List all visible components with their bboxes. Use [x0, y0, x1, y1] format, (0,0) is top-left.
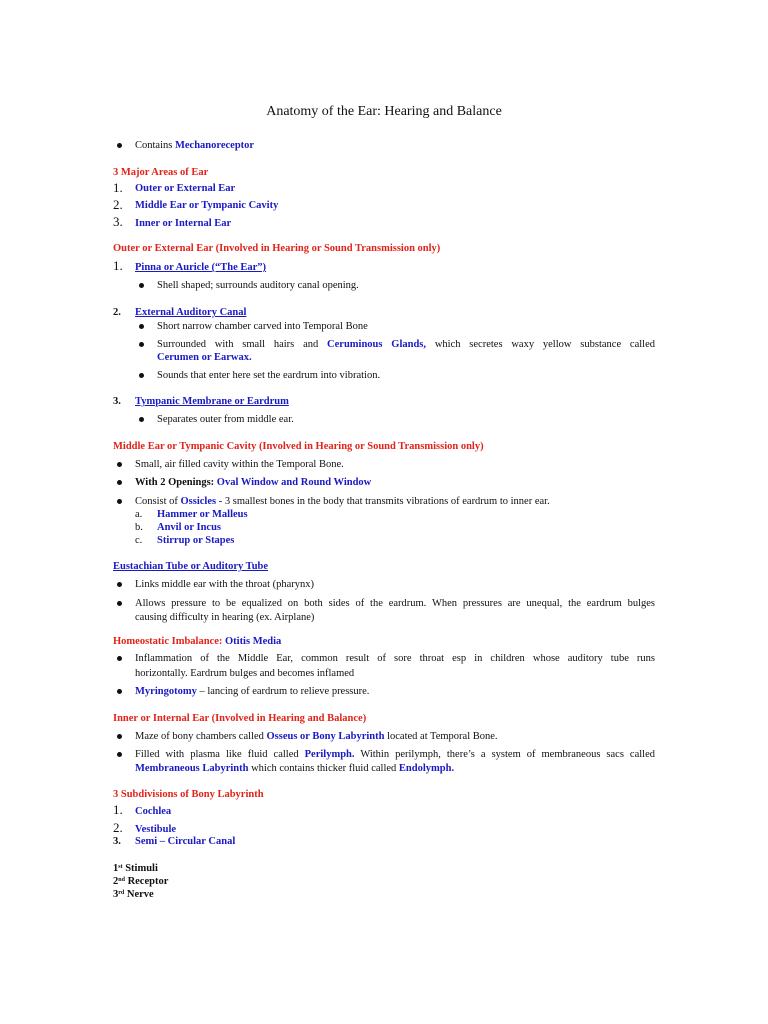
imbalance-heading	[113, 635, 281, 648]
section-heading-middle: Middle Ear or Tympanic Cavity (Involved in Hearing or Sound Transmission only)	[113, 441, 484, 452]
perilymph-term: Perilymph.	[304, 749, 355, 760]
subdivision-item: Vestibule	[135, 824, 177, 835]
bullet-icon	[139, 417, 144, 422]
eustachian-bullet-2: Allows pressure to be equalized on both sides of the eardrum. When pressures are unequal, the eardrum bulges	[135, 598, 655, 609]
ossicle-item: Hammer or Malleus	[157, 509, 248, 520]
eustachian-bullet-2-cont: causing difficulty in hearing (ex. Airplane)	[135, 612, 315, 623]
eustachian-bullet-1: Links middle ear with the throat (pharynx)	[135, 579, 315, 590]
text: With 2 Openings:	[135, 477, 217, 488]
list-number: 1.	[113, 180, 123, 195]
section-heading-outer: Outer or External Ear (Involved in Hearing or Sound Transmission only)	[113, 243, 441, 254]
list-letter: b.	[135, 522, 143, 533]
middle-bullet-2	[135, 476, 371, 489]
tympanic-title: Tympanic Membrane or Eardrum	[135, 396, 289, 407]
list-number: 3.	[113, 396, 121, 407]
middle-bullet-3	[135, 495, 550, 508]
ordinal-suffix: rd	[118, 890, 125, 896]
canal-bullet-2	[157, 338, 655, 351]
imbalance-bullet-2	[135, 685, 369, 698]
list-number: 1.	[113, 258, 123, 273]
text: which contains thicker fluid called	[248, 763, 399, 774]
text: 2	[113, 876, 119, 887]
intro-term: Mechanoreceptor	[174, 140, 255, 151]
text: Within perilymph, there’s a system of membraneous sacs called	[354, 749, 655, 760]
bullet-icon	[117, 582, 122, 587]
text: – lancing of eardrum to relieve pressure.	[196, 686, 370, 697]
membraneous-term: Membraneous Labyrinth	[135, 763, 249, 774]
middle-bullet-1: Small, air filled cavity within the Temporal Bone.	[135, 459, 344, 470]
ordinal-suffix: nd	[118, 877, 125, 883]
inner-bullet-2	[135, 748, 655, 761]
ceruminous-term: Ceruminous Glands,	[327, 339, 427, 350]
otitis-term: Otitis Media	[224, 636, 282, 647]
canal-title: External Auditory Canal	[135, 307, 247, 318]
text: Homeostatic Imbalance:	[113, 636, 225, 647]
pinna-title: Pinna or Auricle (“The Ear”)	[135, 262, 267, 273]
text: 1	[113, 863, 119, 874]
bullet-icon	[117, 480, 122, 485]
bullet-icon	[139, 324, 144, 329]
imbalance-bullet-1: Inflammation of the Middle Ear, common result of sore throat esp in children whose auditory tube runs	[135, 653, 655, 664]
area-item-2: Middle Ear or Tympanic Cavity	[135, 200, 279, 211]
bullet-icon	[117, 499, 122, 504]
bullet-icon	[117, 601, 122, 606]
inner-bullet-2-cont	[135, 762, 454, 775]
subdivision-item: Semi – Circular Canal	[135, 836, 236, 847]
text: which secretes waxy yellow substance called	[426, 339, 655, 350]
bullet-icon	[117, 752, 122, 757]
section-heading-subdivisions: 3 Subdivisions of Bony Labyrinth	[113, 789, 264, 800]
area-item-3: Inner or Internal Ear	[135, 218, 232, 229]
text: Receptor	[124, 876, 169, 887]
imbalance-bullet-1-cont: horizontally. Eardrum bulges and becomes inflamed	[135, 668, 355, 679]
text: 3	[113, 889, 119, 900]
bullet-icon	[139, 283, 144, 288]
order-item	[113, 875, 168, 888]
list-number: 2.	[113, 820, 123, 835]
list-number: 3.	[113, 836, 121, 847]
text: - 3 smallest bones in the body that transmits vibrations of eardrum to inner ear.	[216, 496, 550, 507]
openings-term: Oval Window and Round Window	[216, 477, 372, 488]
list-number: 1.	[113, 802, 123, 817]
eustachian-title: Eustachian Tube or Auditory Tube	[113, 561, 269, 572]
inner-bullet-1	[135, 730, 498, 743]
canal-bullet-1: Short narrow chamber carved into Temporal Bone	[157, 321, 368, 332]
canal-bullet-3: Sounds that enter here set the eardrum into vibration.	[157, 370, 381, 381]
text: Consist of	[135, 496, 181, 507]
myringotomy-term: Myringotomy	[135, 686, 197, 697]
text: Stimuli	[122, 863, 158, 874]
intro-line	[135, 139, 254, 152]
text: Filled with plasma like fluid called	[135, 749, 305, 760]
list-number: 3.	[113, 214, 123, 229]
order-item	[113, 888, 154, 901]
ossicles-term: Ossicles	[180, 496, 217, 507]
endolymph-term: Endolymph.	[398, 763, 455, 774]
cerumen-term: Cerumen or Earwax.	[157, 352, 252, 363]
list-letter: c.	[135, 535, 143, 546]
text: Maze of bony chambers called	[135, 731, 267, 742]
tympanic-bullet: Separates outer from middle ear.	[157, 414, 294, 425]
ossicle-item: Stirrup or Stapes	[157, 535, 235, 546]
bullet-icon	[117, 656, 122, 661]
ordinal-suffix: st	[118, 864, 123, 870]
section-heading-areas: 3 Major Areas of Ear	[113, 167, 209, 178]
bullet-icon	[117, 734, 122, 739]
text: Nerve	[124, 889, 154, 900]
list-letter: a.	[135, 509, 143, 520]
list-number: 2.	[113, 307, 121, 318]
text: located at Temporal Bone.	[384, 731, 498, 742]
subdivision-item: Cochlea	[135, 806, 172, 817]
list-number: 2.	[113, 197, 123, 212]
text: Surrounded with small hairs and	[157, 339, 328, 350]
bullet-icon	[117, 462, 122, 467]
pinna-bullet: Shell shaped; surrounds auditory canal opening.	[157, 280, 359, 291]
ossicle-item: Anvil or Incus	[157, 522, 221, 533]
intro-text: Contains	[135, 140, 175, 151]
bullet-icon	[117, 689, 122, 694]
bullet-icon	[139, 342, 144, 347]
page-title: Anatomy of the Ear: Hearing and Balance	[266, 104, 502, 119]
area-item-1: Outer or External Ear	[135, 183, 236, 194]
osseus-term: Osseus or Bony Labyrinth	[266, 731, 385, 742]
order-item	[113, 862, 158, 875]
bullet-icon	[139, 373, 144, 378]
section-heading-inner: Inner or Internal Ear (Involved in Hearing and Balance)	[113, 713, 367, 724]
bullet-icon	[117, 143, 122, 148]
